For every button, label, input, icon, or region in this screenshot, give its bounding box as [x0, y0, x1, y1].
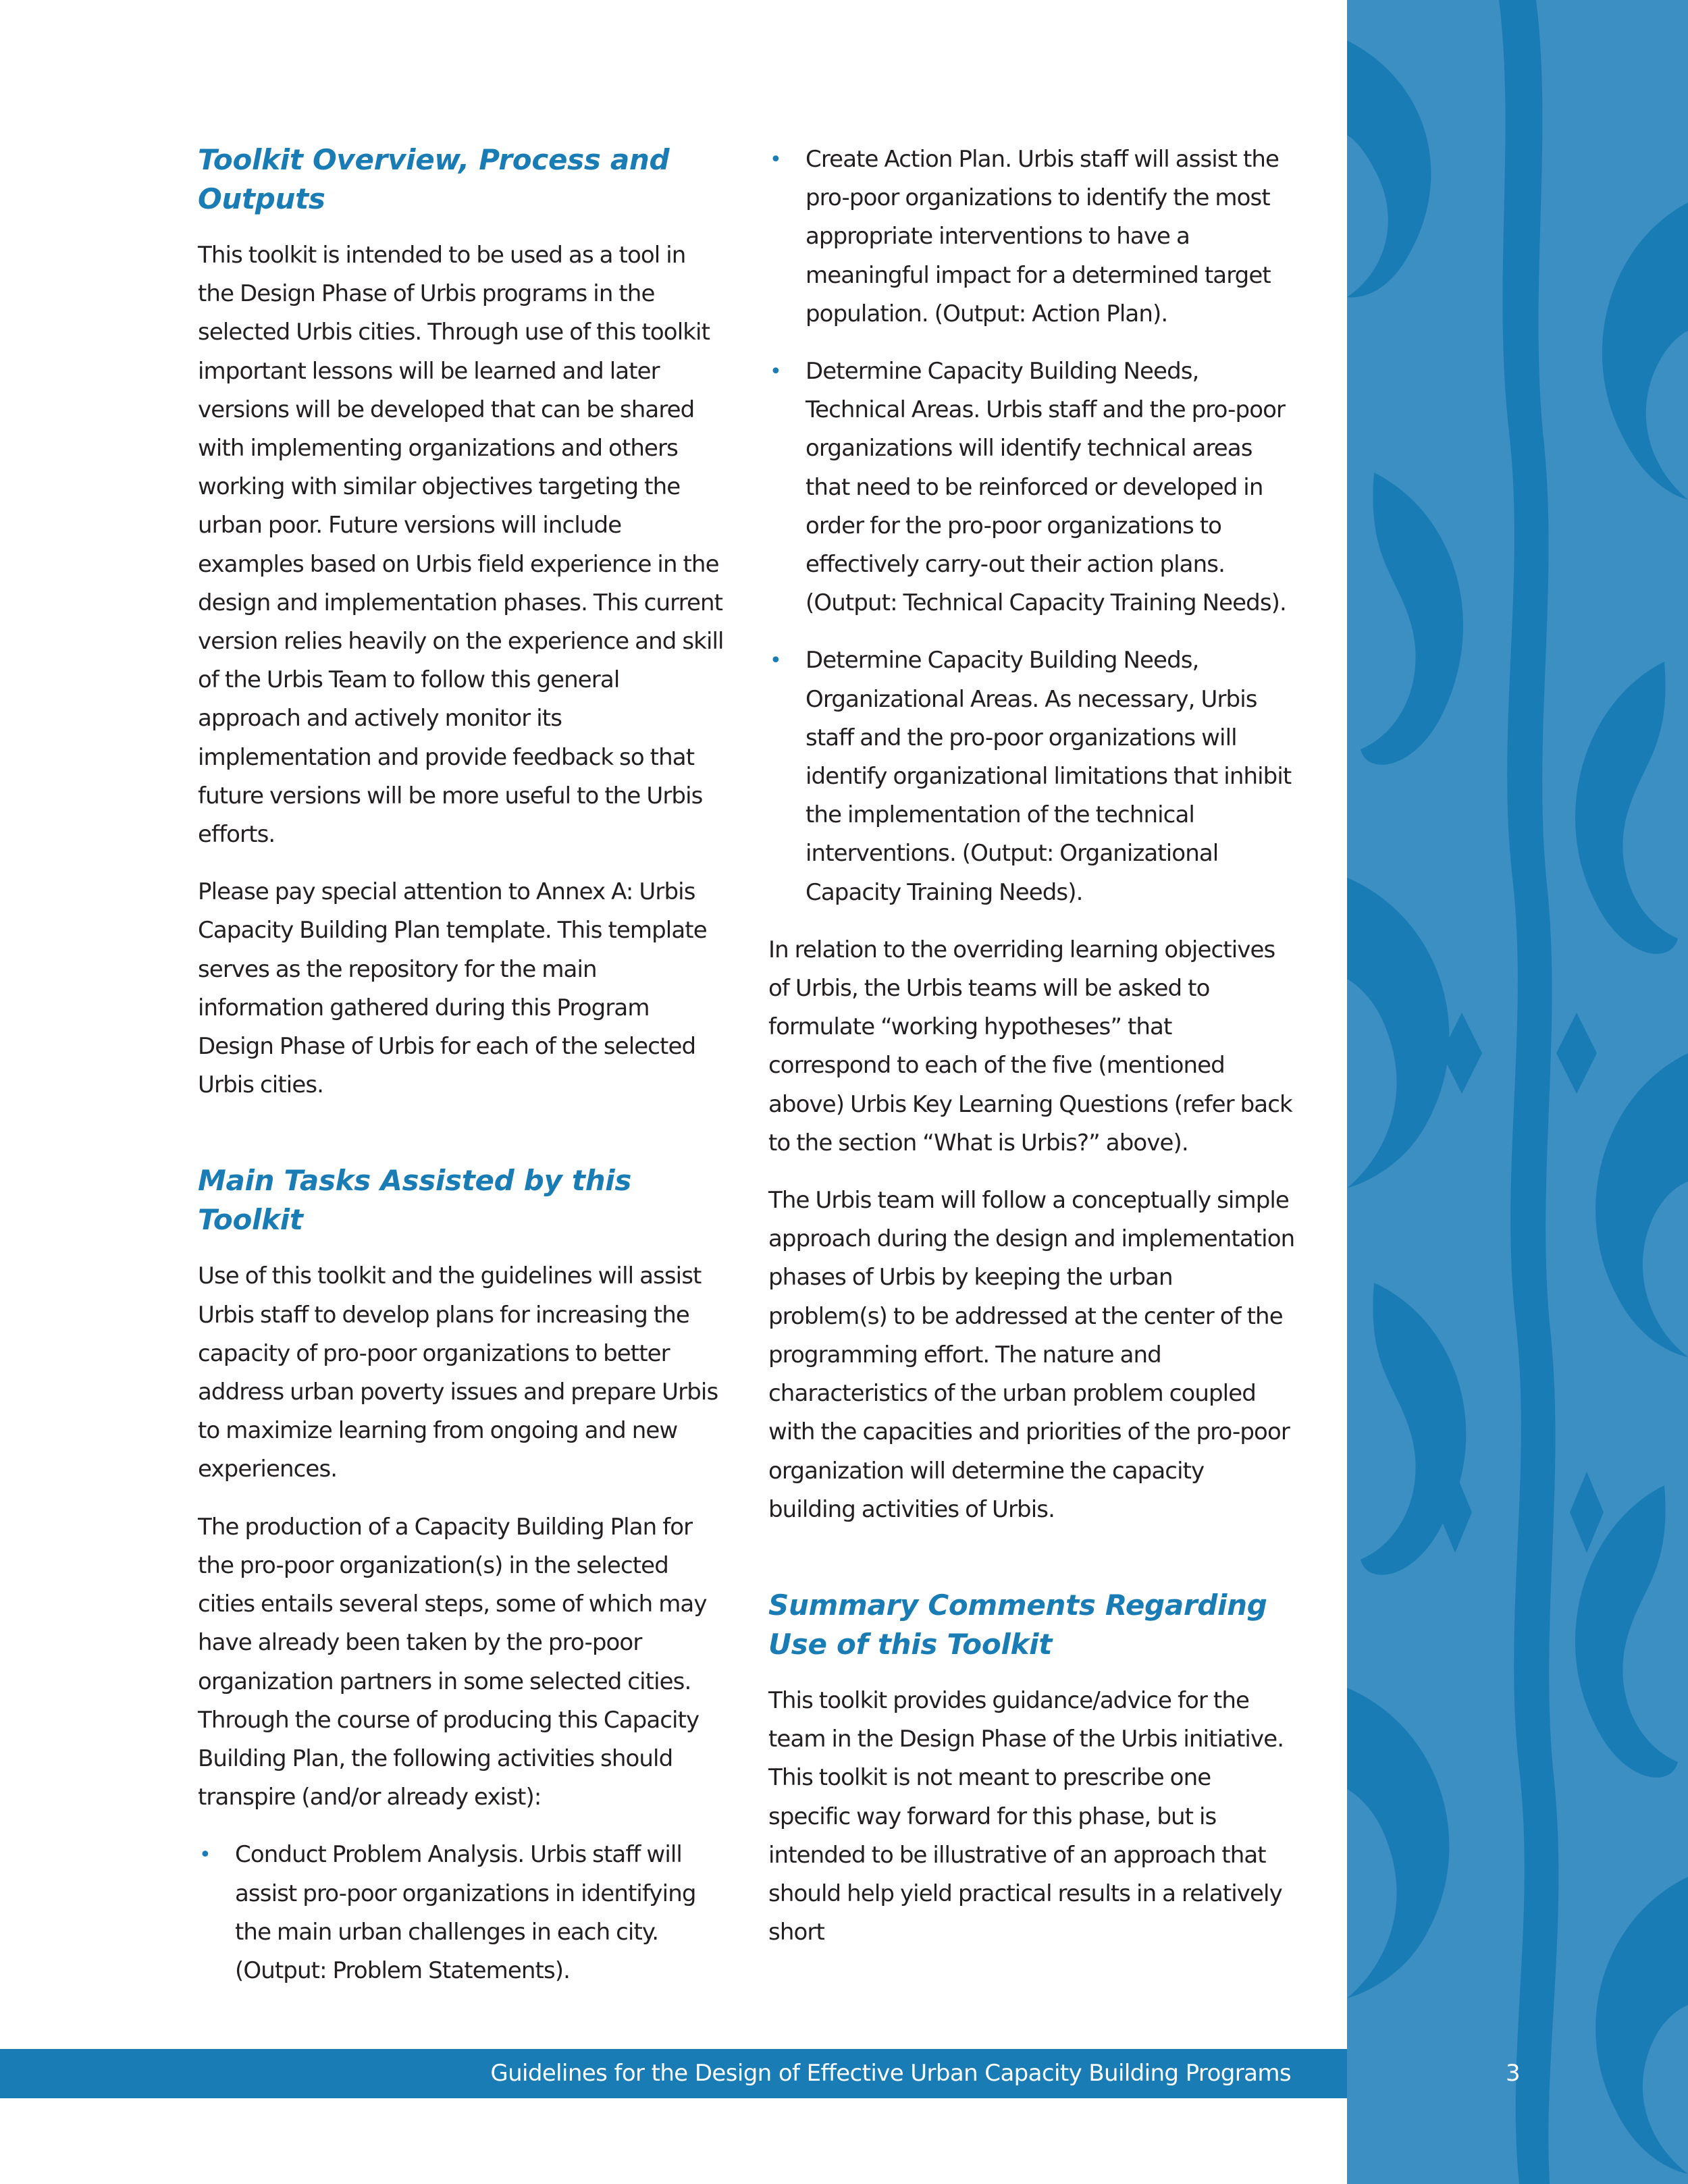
list-item	[768, 641, 1295, 911]
bullet-icon: •	[770, 360, 781, 384]
paragraph: The Urbis team will follow a conceptually simple approach during the design and implementation phases of Urbis by keeping the urban problem(s) to be addressed at the center of the programming effort. The nature and characteristics of the urban problem coupled with the capacities and priorities of the pro-poor organization will determine the capacity building activities of Urbis.	[768, 1187, 1295, 1523]
paragraph: This toolkit provides guidance/advice for the team in the Design Phase of the Urbis initiative. This toolkit is not meant to prescribe one specific way forward for this phase, but is intended to be illustrative of an approach that should help yield practical results in a relatively short	[768, 1686, 1284, 1946]
paragraph: The production of a Capacity Building Plan for the pro-poor organization(s) in the selected cities entails several steps, some of which may have already been taken by the pro-poor organization partners in some selected cities. Through the course of producing this Capacity Building Plan, the following activities should transpire (and/or already exist):	[198, 1513, 707, 1811]
left-column	[198, 140, 724, 2009]
bullet-list	[198, 1836, 724, 1990]
paragraph: Please pay special attention to Annex A: Urbis Capacity Building Plan template. This template serves as the repository for the main information gathered during this Program Design Phase of Urbis for each of the selected Urbis cities.	[198, 878, 707, 1099]
footer-title: Guidelines for the Design of Effective Urban Capacity Building Programs	[490, 2060, 1291, 2087]
list-item-text: Determine Capacity Building Needs, Technical Areas. Urbis staff and the pro-poor organizations will identify technical areas that need to be reinforced or developed in order for the pro-poor organizations to effectively carry-out their action plans. (Output: Technical Capacity Training Needs).	[806, 358, 1286, 617]
list-item	[768, 352, 1295, 622]
section-heading-toolkit-overview: Toolkit Overview, Process and Outputs	[198, 143, 670, 215]
bullet-icon: •	[770, 649, 781, 673]
bullet-list	[768, 140, 1295, 912]
section-heading-summary-comments: Summary Comments Regarding Use of this Toolkit	[768, 1588, 1267, 1661]
footer-bar	[0, 2049, 1347, 2098]
decorative-side-band	[1347, 0, 1688, 2184]
bullet-icon: •	[199, 1843, 211, 1867]
paragraph: In relation to the overriding learning objectives of Urbis, the Urbis teams will be asked to formulate “working hypotheses” that correspond to each of the five (mentioned above) Urbis Key Learning Questions (refer back to the section “What is Urbis?” above).	[768, 936, 1292, 1156]
list-item-text: Conduct Problem Analysis. Urbis staff will assist pro-poor organizations in identifying the main urban challenges in each city. (Output: Problem Statements).	[235, 1841, 696, 1984]
section-heading-main-tasks: Main Tasks Assisted by this Toolkit	[198, 1164, 632, 1237]
list-item-text: Create Action Plan. Urbis staff will assist the pro-poor organizations to identify the most appropriate interventions to have a meaningful impact for a determined target population. (Output: Action Plan).	[806, 146, 1280, 327]
page-number: 3	[1506, 2060, 1521, 2087]
list-item	[198, 1836, 724, 1990]
paragraph: This toolkit is intended to be used as a tool in the Design Phase of Urbis programs in the selected Urbis cities. Through use of this toolkit important lessons will be learned and later versions will be developed that can be shared with implementing organizations and others working with similar objectives targeting the urban poor. Future versions will include examples based on Urbis field experience in the design and implementation phases. This current version relies heavily on the experience and skill of the Urbis Team to follow this general approach and actively monitor its implementation and provide feedback so that future versions will be more useful to the Urbis efforts.	[198, 242, 724, 849]
paragraph: Use of this toolkit and the guidelines will assist Urbis staff to develop plans for increasing the capacity of pro-poor organizations to better address urban poverty issues and prepare Urbis to maximize learning from ongoing and new experiences.	[198, 1262, 718, 1483]
ornament-pattern-icon	[1347, 0, 1688, 2184]
list-item-text: Determine Capacity Building Needs, Organizational Areas. As necessary, Urbis staff and the pro-poor organizations will identify organizational limitations that inhibit the implementation of the technical interventions. (Output: Organizational Capacity Training Needs).	[806, 647, 1292, 906]
right-column	[768, 140, 1295, 1971]
list-item	[768, 140, 1295, 334]
bullet-icon: •	[770, 148, 781, 171]
